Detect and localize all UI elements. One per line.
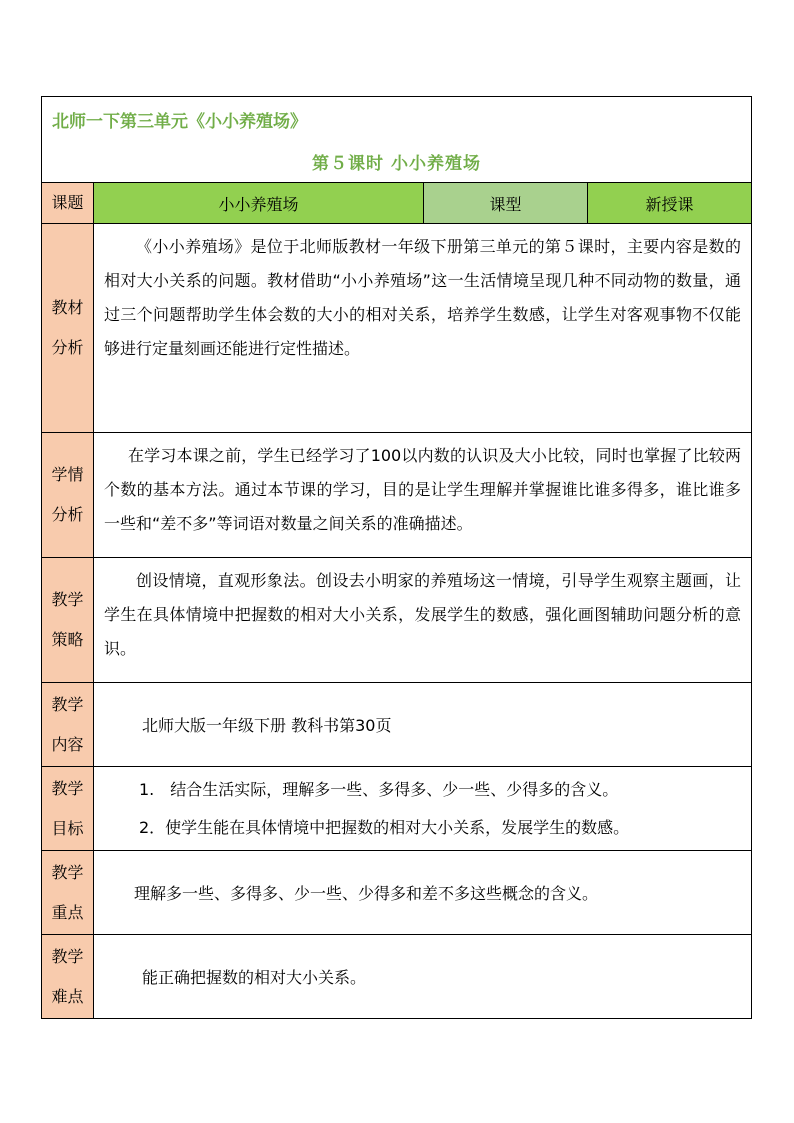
teaching-content-text: 北师大版一年级下册 教科书第30页 bbox=[94, 683, 752, 767]
student-analysis-label bbox=[42, 433, 94, 558]
teaching-strategy-label bbox=[42, 558, 94, 683]
label-line: 分析 bbox=[51, 505, 84, 524]
label-line: 教学 bbox=[51, 946, 84, 966]
goal-item: 1. 结合生活实际，理解多一些、多得多、少一些、少得多的含义。 bbox=[139, 779, 619, 799]
document-title: 北师一下第三单元《小小养殖场》 bbox=[52, 112, 307, 132]
lesson-title: 第５课时 小小养殖场 bbox=[312, 154, 481, 174]
teaching-goals-text bbox=[94, 767, 752, 851]
lesson-type-label: 课型 bbox=[424, 183, 588, 224]
label-line: 学情 bbox=[51, 465, 84, 484]
key-points-text: 理解多一些、多得多、少一些、少得多和差不多这些概念的含义。 bbox=[94, 851, 752, 935]
lesson-type-value: 新授课 bbox=[588, 183, 752, 224]
lesson-plan-table bbox=[41, 96, 752, 1019]
lesson-plan-sheet bbox=[41, 96, 751, 1019]
textbook-analysis-text: 《小小养殖场》是位于北师版教材一年级下册第三单元的第５课时，主要内容是数的相对大小关系的问题。教材借助“小小养殖场”这一生活情境呈现几种不同动物的数量，通过三个问题帮助学生体会数的大小的相对关系，培养学生数感，让学生对客观事物不仅能够进行定量刻画还能进行定性描述。 bbox=[94, 224, 752, 433]
label-line: 内容 bbox=[51, 734, 84, 754]
teaching-content-label bbox=[42, 683, 94, 767]
teaching-goals-label bbox=[42, 767, 94, 851]
label-line: 分析 bbox=[51, 338, 84, 357]
textbook-analysis-label bbox=[42, 224, 94, 433]
topic-label: 课题 bbox=[42, 183, 94, 224]
topic-value: 小小养殖场 bbox=[94, 183, 424, 224]
label-line: 教材 bbox=[51, 298, 84, 317]
difficulties-label bbox=[42, 935, 94, 1019]
label-line: 教学 bbox=[51, 694, 84, 714]
key-points-label bbox=[42, 851, 94, 935]
teaching-strategy-text: 创设情境，直观形象法。创设去小明家的养殖场这一情境，引导学生观察主题画，让学生在具体情境中把握数的相对大小关系，发展学生的数感，强化画图辅助问题分析的意识。 bbox=[94, 558, 752, 683]
label-line: 策略 bbox=[51, 630, 84, 649]
label-line: 教学 bbox=[51, 862, 84, 882]
goal-item: 2．使学生能在具体情境中把握数的相对大小关系，发展学生的数感。 bbox=[139, 817, 630, 837]
label-line: 难点 bbox=[51, 986, 84, 1006]
label-line: 重点 bbox=[51, 902, 84, 922]
label-line: 教学 bbox=[51, 590, 84, 609]
label-line: 教学 bbox=[51, 778, 84, 798]
label-line: 目标 bbox=[51, 818, 84, 838]
title-cell bbox=[42, 97, 752, 183]
difficulties-text: 能正确把握数的相对大小关系。 bbox=[94, 935, 752, 1019]
student-analysis-text: 在学习本课之前，学生已经学习了100以内数的认识及大小比较，同时也掌握了比较两个数的基本方法。通过本节课的学习，目的是让学生理解并掌握谁比谁多得多，谁比谁多一些和“差不多”等词语对数量之间关系的准确描述。 bbox=[94, 433, 752, 558]
